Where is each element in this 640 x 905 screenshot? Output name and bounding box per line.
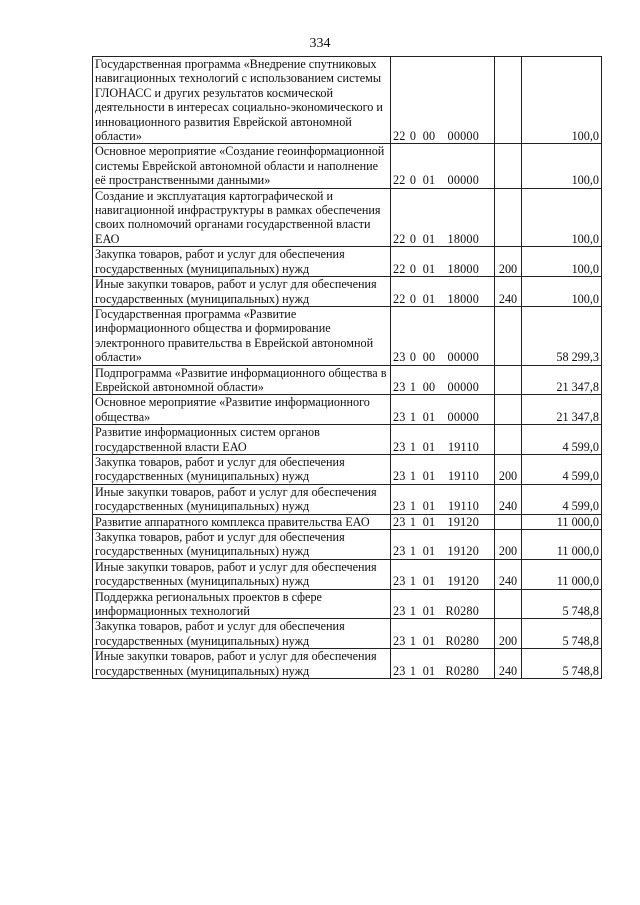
code-subprogram: 0 [409, 350, 417, 365]
row-amount: 11 000,0 [522, 530, 602, 560]
row-code [391, 365, 495, 395]
row-expense-type: 200 [495, 530, 522, 560]
row-name: Развитие информационных систем органов государственной власти ЕАО [93, 425, 391, 455]
table-row [93, 277, 602, 307]
code-program: 23 [393, 439, 406, 454]
code-program: 23 [393, 633, 406, 648]
code-direction: 19110 [447, 499, 479, 514]
code-direction: 18000 [447, 291, 479, 306]
row-code [391, 619, 495, 649]
row-expense-type: 240 [495, 277, 522, 307]
row-code [391, 188, 495, 247]
code-subprogram: 1 [409, 604, 417, 619]
row-name: Закупка товаров, работ и услуг для обеспечения государственных (муниципальных) нужд [93, 454, 391, 484]
code-event: 00 [422, 129, 436, 144]
code-program: 23 [393, 499, 406, 514]
code-event: 01 [422, 544, 436, 559]
code-subprogram: 0 [409, 261, 417, 276]
code-direction: 19120 [447, 574, 479, 589]
row-amount: 5 748,8 [522, 619, 602, 649]
row-name: Закупка товаров, работ и услуг для обеспечения государственных (муниципальных) нужд [93, 530, 391, 560]
code-subprogram: 1 [409, 633, 417, 648]
code-event: 00 [422, 350, 436, 365]
code-subprogram: 0 [409, 231, 417, 246]
code-program: 23 [393, 514, 406, 529]
row-amount: 100,0 [522, 57, 602, 144]
code-event: 01 [422, 514, 436, 529]
row-expense-type: 200 [495, 247, 522, 277]
code-subprogram: 1 [409, 544, 417, 559]
budget-table [92, 56, 602, 679]
table-row [93, 514, 602, 529]
row-code [391, 559, 495, 589]
code-direction: 19110 [447, 439, 479, 454]
code-direction: 18000 [447, 261, 479, 276]
row-amount: 21 347,8 [522, 395, 602, 425]
row-code [391, 484, 495, 514]
row-code [391, 247, 495, 277]
code-event: 01 [422, 499, 436, 514]
table-row [93, 530, 602, 560]
table-row [93, 619, 602, 649]
row-expense-type: 200 [495, 454, 522, 484]
code-program: 23 [393, 663, 406, 678]
code-event: 01 [422, 409, 436, 424]
row-name: Иные закупки товаров, работ и услуг для обеспечения государственных (муниципальных) нужд [93, 484, 391, 514]
code-program: 23 [393, 544, 406, 559]
row-code [391, 514, 495, 529]
code-program: 23 [393, 574, 406, 589]
row-name: Создание и эксплуатация картографической и навигационной инфраструктуры в рамках обеспечения своих полномочий органами государственной власти ЕАО [93, 188, 391, 247]
code-event: 00 [422, 379, 436, 394]
code-subprogram: 1 [409, 499, 417, 514]
row-amount: 4 599,0 [522, 454, 602, 484]
code-event: 01 [422, 173, 436, 188]
row-name: Закупка товаров, работ и услуг для обеспечения государственных (муниципальных) нужд [93, 247, 391, 277]
code-subprogram: 1 [409, 663, 417, 678]
row-name: Иные закупки товаров, работ и услуг для обеспечения государственных (муниципальных) нужд [93, 559, 391, 589]
row-amount: 100,0 [522, 277, 602, 307]
code-program: 23 [393, 409, 406, 424]
code-event: 01 [422, 469, 436, 484]
code-program: 23 [393, 469, 406, 484]
row-amount: 5 748,8 [522, 649, 602, 679]
row-name: Иные закупки товаров, работ и услуг для обеспечения государственных (муниципальных) нужд [93, 649, 391, 679]
row-amount: 4 599,0 [522, 484, 602, 514]
code-subprogram: 1 [409, 514, 417, 529]
code-event: 01 [422, 663, 436, 678]
row-name: Иные закупки товаров, работ и услуг для обеспечения государственных (муниципальных) нужд [93, 277, 391, 307]
table-row [93, 484, 602, 514]
code-direction: 18000 [447, 231, 479, 246]
code-direction: 00000 [447, 379, 479, 394]
code-subprogram: 1 [409, 469, 417, 484]
row-expense-type [495, 188, 522, 247]
code-program: 22 [393, 173, 406, 188]
table-row [93, 395, 602, 425]
code-subprogram: 0 [409, 291, 417, 306]
row-name: Государственная программа «Развитие информационного общества и формирование электронного правительства в Еврейской автономной области» [93, 306, 391, 365]
row-name: Закупка товаров, работ и услуг для обеспечения государственных (муниципальных) нужд [93, 619, 391, 649]
row-code [391, 425, 495, 455]
row-name: Основное мероприятие «Развитие информационного общества» [93, 395, 391, 425]
code-subprogram: 1 [409, 409, 417, 424]
row-amount: 100,0 [522, 247, 602, 277]
row-expense-type: 240 [495, 559, 522, 589]
row-expense-type [495, 144, 522, 188]
code-direction: 00000 [447, 409, 479, 424]
code-subprogram: 1 [409, 379, 417, 394]
row-name: Государственная программа «Внедрение спутниковых навигационных технологий с использованием системы ГЛОНАСС и других результатов космической деятельности в интересах социально-экономического и инновационного развития Еврейской автономной области» [93, 57, 391, 144]
row-code [391, 589, 495, 619]
row-amount: 100,0 [522, 144, 602, 188]
code-event: 01 [422, 574, 436, 589]
code-program: 23 [393, 350, 406, 365]
row-code [391, 306, 495, 365]
code-program: 22 [393, 291, 406, 306]
table-row [93, 425, 602, 455]
row-code [391, 395, 495, 425]
table-row [93, 306, 602, 365]
row-expense-type [495, 306, 522, 365]
row-name: Развитие аппаратного комплекса правительства ЕАО [93, 514, 391, 529]
table-row [93, 589, 602, 619]
row-code [391, 277, 495, 307]
budget-table-body [93, 57, 602, 679]
row-code [391, 144, 495, 188]
row-code [391, 649, 495, 679]
code-direction: 00000 [447, 129, 479, 144]
page-number: 334 [309, 36, 331, 51]
row-expense-type [495, 514, 522, 529]
code-event: 01 [422, 231, 436, 246]
table-row [93, 649, 602, 679]
row-expense-type [495, 425, 522, 455]
code-direction: R0280 [445, 633, 479, 648]
row-amount: 100,0 [522, 188, 602, 247]
code-event: 01 [422, 291, 436, 306]
code-direction: 19120 [447, 514, 479, 529]
table-row [93, 188, 602, 247]
row-expense-type [495, 589, 522, 619]
code-event: 01 [422, 439, 436, 454]
row-name: Основное мероприятие «Создание геоинформационной системы Еврейской автономной области и наполнение её пространственными данными» [93, 144, 391, 188]
row-amount: 21 347,8 [522, 365, 602, 395]
table-row [93, 365, 602, 395]
code-event: 01 [422, 261, 436, 276]
code-direction: 19120 [447, 544, 479, 559]
row-expense-type: 200 [495, 619, 522, 649]
code-subprogram: 0 [409, 173, 417, 188]
row-expense-type: 240 [495, 649, 522, 679]
table-row [93, 247, 602, 277]
code-event: 01 [422, 604, 436, 619]
code-subprogram: 1 [409, 574, 417, 589]
row-code [391, 530, 495, 560]
row-name: Поддержка региональных проектов в сфере информационных технологий [93, 589, 391, 619]
table-row [93, 454, 602, 484]
code-direction: 00000 [447, 173, 479, 188]
table-row [93, 57, 602, 144]
code-direction: R0280 [445, 604, 479, 619]
row-amount: 5 748,8 [522, 589, 602, 619]
row-amount: 11 000,0 [522, 559, 602, 589]
row-code [391, 454, 495, 484]
code-program: 22 [393, 261, 406, 276]
code-subprogram: 0 [409, 129, 417, 144]
code-program: 23 [393, 604, 406, 619]
code-program: 22 [393, 231, 406, 246]
code-event: 01 [422, 633, 436, 648]
row-expense-type: 240 [495, 484, 522, 514]
code-direction: 00000 [447, 350, 479, 365]
row-amount: 11 000,0 [522, 514, 602, 529]
code-program: 22 [393, 129, 406, 144]
row-amount: 4 599,0 [522, 425, 602, 455]
row-name: Подпрограмма «Развитие информационного общества в Еврейской автономной области» [93, 365, 391, 395]
code-direction: 19110 [447, 469, 479, 484]
code-subprogram: 1 [409, 439, 417, 454]
row-expense-type [495, 57, 522, 144]
table-row [93, 144, 602, 188]
row-expense-type [495, 395, 522, 425]
row-expense-type [495, 365, 522, 395]
code-program: 23 [393, 379, 406, 394]
code-direction: R0280 [445, 663, 479, 678]
row-amount: 58 299,3 [522, 306, 602, 365]
table-row [93, 559, 602, 589]
row-code [391, 57, 495, 144]
